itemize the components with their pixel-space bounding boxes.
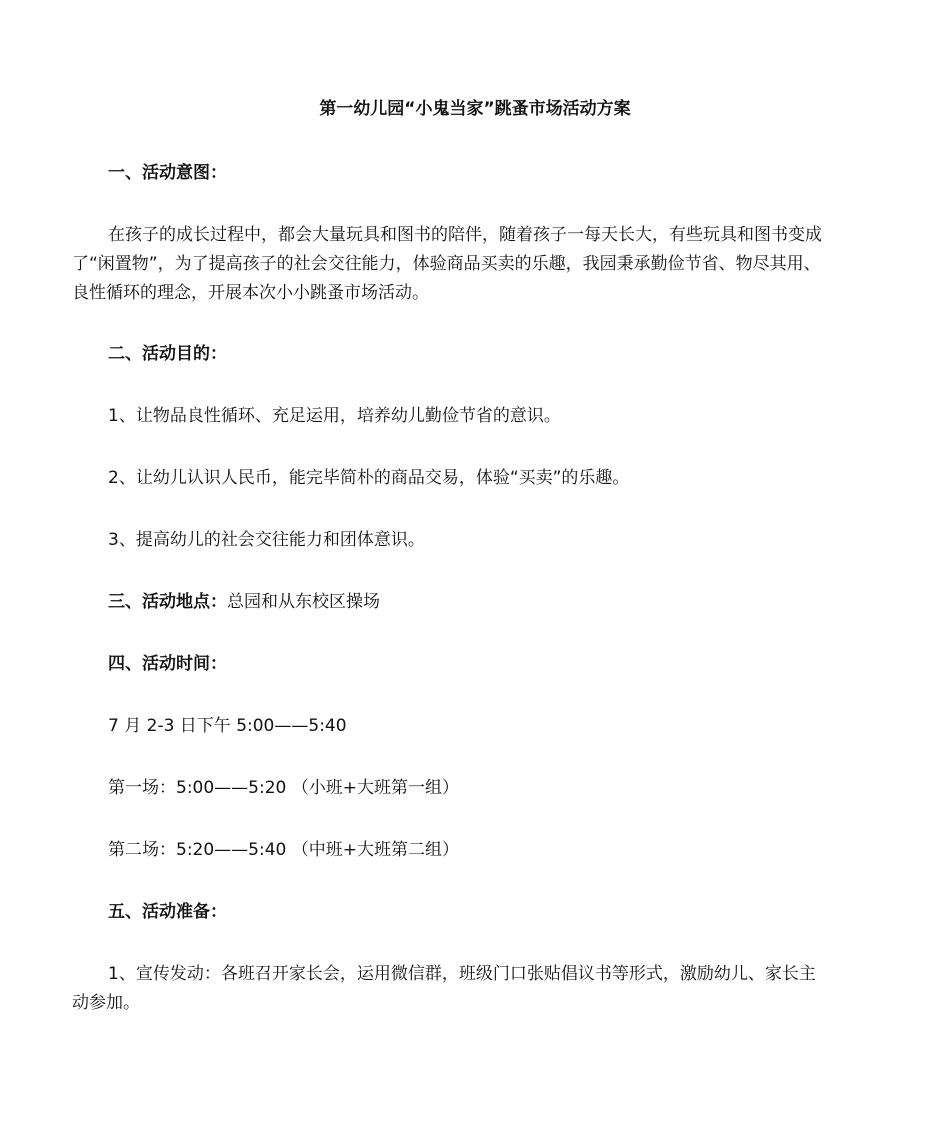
section-3-heading: 三、活动地点：: [108, 592, 227, 612]
document-title: 第一幼儿园“小鬼当家”跳蚤市场活动方案: [319, 99, 631, 119]
list-item: 3、提高幼儿的社会交往能力和团体意识。: [108, 530, 425, 550]
paragraph-line: 1、宣传发动：各班召开家长会，运用微信群，班级门口张贴倡议书等形式，激励幼儿、家长主: [108, 964, 816, 984]
list-item: 2、让幼儿认识人民币，能完毕简朴的商品交易，体验“买卖”的乐趣。: [108, 468, 630, 488]
paragraph-line: 了“闲置物”，为了提高孩子的社会交往能力，体验商品买卖的乐趣，我园秉承勤俭节省、物尽其用、: [72, 254, 821, 274]
section-1-heading: 一、活动意图：: [108, 163, 227, 183]
activity-location: 总园和从东校区操场: [227, 592, 380, 612]
section-3-line: [108, 590, 380, 614]
session-line: 第二场：5:20——5:40 （中班+大班第二组）: [108, 840, 459, 860]
section-1-paragraph: [72, 221, 890, 308]
list-item: 1、让物品良性循环、充足运用，培养幼儿勤俭节省的意识。: [108, 406, 561, 426]
section-5-item-1: [72, 960, 890, 1018]
session-line: 第一场：5:00——5:20 （小班+大班第一组）: [108, 778, 459, 798]
section-4-heading: 四、活动时间：: [108, 654, 227, 674]
section-2-heading: 二、活动目的：: [108, 344, 227, 364]
activity-date: 7 月 2-3 日下午 5:00——5:40: [108, 716, 347, 736]
section-5-heading: 五、活动准备：: [108, 902, 227, 922]
paragraph-line: 动参加。: [72, 993, 140, 1013]
paragraph-line: 在孩子的成长过程中，都会大量玩具和图书的陪伴，随着孩子一每天长大，有些玩具和图书变成: [108, 225, 822, 245]
paragraph-line: 良性循环的理念，开展本次小小跳蚤市场活动。: [72, 283, 429, 303]
